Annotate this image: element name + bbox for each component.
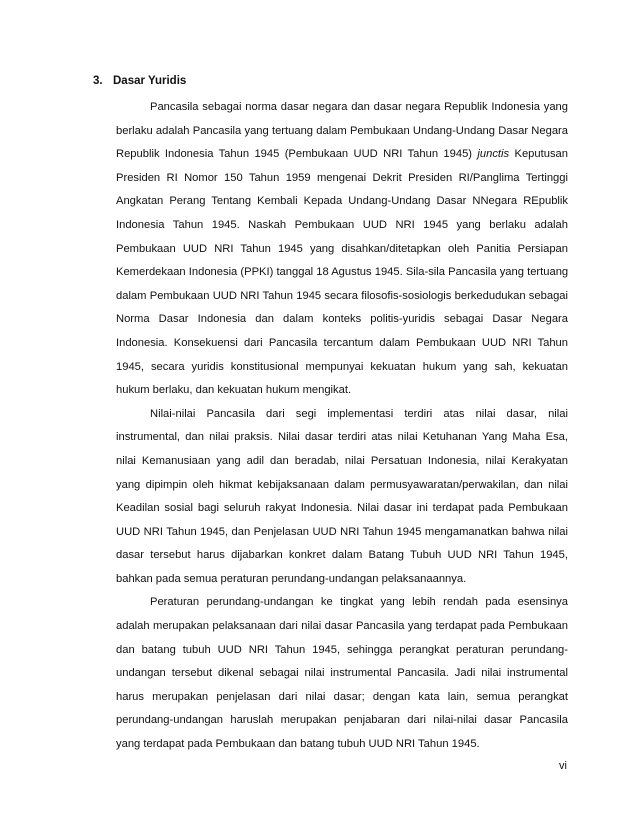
text-line: yang dipimpin oleh hikmat kebijaksanaan dalam permusyawaratan/perwakilan, dan nilai [116,478,568,491]
text-line: dasar tersebut harus dijabarkan konkret dalam Batang Tubuh UUD NRI Tahun 1945, [116,549,568,562]
text-line: Pancasila sebagai norma dasar negara dan dasar negara Republik Indonesia yang [150,101,568,113]
text-line: Peraturan perundang-undangan ke tingkat yang lebih rendah pada esensinya [150,596,568,609]
text-line: Republik Indonesia Tahun 1945 (Pembukaan UUD NRI Tahun 1945) junctis Keputusan [116,148,568,161]
text-line: Kemerdekaan Indonesia (PPKI) tanggal 18 Agustus 1945. Sila-sila Pancasila yang tertuang [116,266,568,279]
text-line: Presiden RI Nomor 150 Tahun 1959 mengenai Dekrit Presiden RI/Panglima Tertinggi [116,171,568,184]
section-number: 3. [93,75,103,87]
text-line: Pembukaan UUD NRI Tahun 1945 yang disahkan/ditetapkan oleh Panitia Persiapan [116,242,568,255]
text-line: dalam Pembukaan UUD NRI Tahun 1945 secara filosofis-sosiologis berkedudukan sebagai [116,289,568,302]
paragraph [116,591,568,756]
text-line: Angkatan Perang Tentang Kembali Kepada Undang-Undang Dasar NNegara REpublik [116,195,568,208]
text-line: Indonesia. Konsekuensi dari Pancasila tercantum dalam Pembukaan UUD NRI Tahun [116,336,568,349]
text-line: yang terdapat pada Pembukaan dan batang tubuh UUD NRI Tahun 1945. [116,738,480,751]
text-line: 1945, secara yuridis konstitusional mempunyai kekuatan hukum yang sah, kekuatan [116,360,568,373]
text-line: bahkan pada semua peraturan perundang-undangan pelaksanaannya. [116,572,467,585]
text-line: adalah merupakan pelaksanaan dari nilai dasar Pancasila yang terdapat pada Pembukaan [116,620,568,633]
text-line: perundang-undangan haruslah merupakan penjabaran dari nilai-nilai dasar Pancasila [116,714,568,727]
text-line: dan batang tubuh UUD NRI Tahun 1945, sehingga perangkat peraturan perundang- [116,643,568,656]
page-number: vi [559,760,567,772]
section-heading [93,75,186,87]
text-line: undangan tersebut dikenal sebagai nilai instrumental Pancasila. Jadi nilai instrumental [116,667,568,680]
paragraph [116,96,568,403]
text-line: berlaku adalah Pancasila yang tertuang dalam Pembukaan Undang-Undang Dasar Negara [116,124,568,137]
text-line: UUD NRI Tahun 1945, dan Penjelasan UUD NRI Tahun 1945 mengamanatkan bahwa nilai [116,525,568,538]
text-line: Keadilan sosial bagi seluruh rakyat Indonesia. Nilai dasar ini terdapat pada Pembukaan [116,502,568,515]
text-line: instrumental, dan nilai praksis. Nilai dasar terdiri atas nilai Ketuhanan Yang Maha Esa, [116,431,568,444]
text-line: hukum berlaku, dan kekuatan hukum mengikat. [116,384,352,397]
text-line: Indonesia Tahun 1945. Naskah Pembukaan UUD NRI 1945 yang berlaku adalah [116,218,568,231]
text-line: harus merupakan penjelasan dari nilai dasar; dengan kata lain, semua perangkat [116,690,568,703]
section-title: Dasar Yuridis [113,75,187,87]
text-line: Nilai-nilai Pancasila dari segi implementasi terdiri atas nilai dasar, nilai [150,407,568,420]
document-body [116,96,568,757]
text-line: nilai Kemanusiaan yang adil dan beradab, nilai Persatuan Indonesia, nilai Kerakyatan [116,454,568,467]
text-line: Norma Dasar Indonesia dan dalam konteks politis-yuridis sebagai Dasar Negara [116,313,568,326]
paragraph [116,403,568,592]
